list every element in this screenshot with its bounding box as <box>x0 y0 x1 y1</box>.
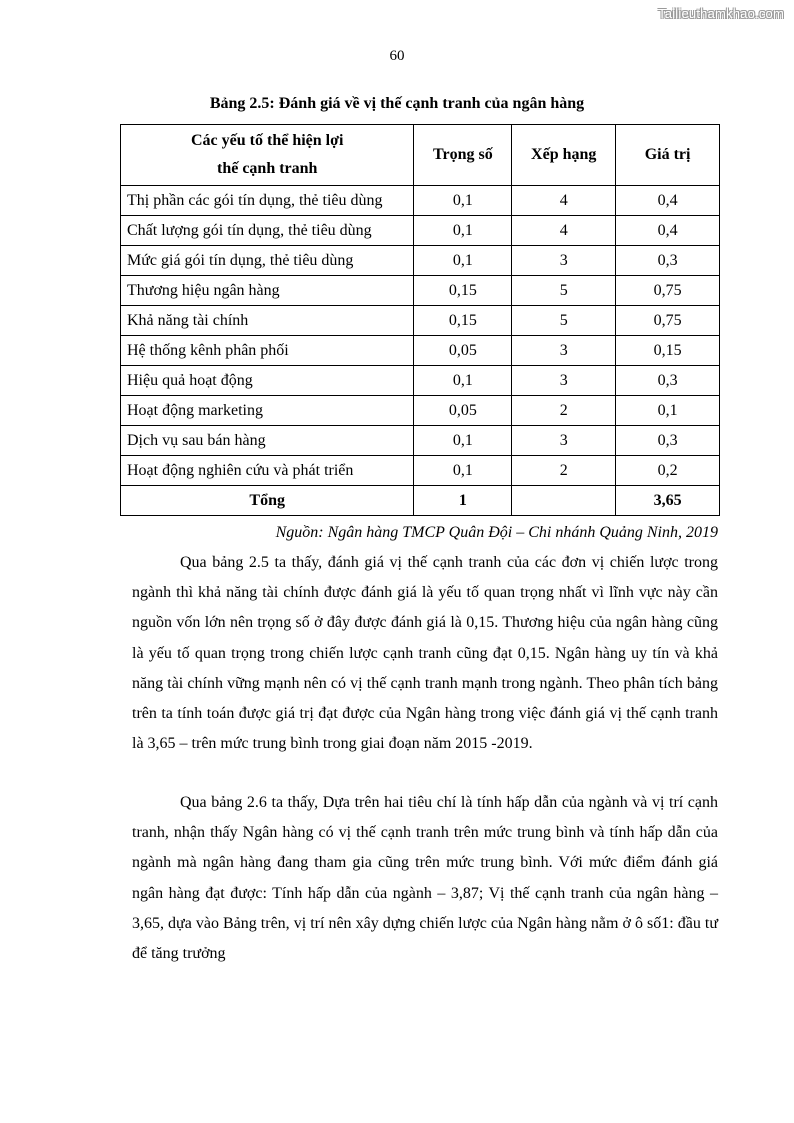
table-title: Bảng 2.5: Đánh giá về vị thế cạnh tranh của ngân hàng <box>209 95 585 112</box>
cell-factor: Mức giá gói tín dụng, thẻ tiêu dùng <box>121 246 414 276</box>
cell-factor: Hoạt động nghiên cứu và phát triển <box>121 456 414 486</box>
header-factor <box>121 125 414 186</box>
cell-weight: 0,1 <box>414 456 512 486</box>
cell-value: 0,4 <box>616 216 720 246</box>
page-number: 60 <box>389 48 405 64</box>
cell-value: 0,1 <box>616 396 720 426</box>
total-value: 3,65 <box>616 486 720 516</box>
cell-factor: Hệ thống kênh phân phối <box>121 336 414 366</box>
table-header-row <box>121 125 720 186</box>
cell-factor: Chất lượng gói tín dụng, thẻ tiêu dùng <box>121 216 414 246</box>
table-row <box>121 396 720 426</box>
cell-factor: Khả năng tài chính <box>121 306 414 336</box>
cell-rank: 2 <box>512 396 616 426</box>
cell-factor: Hoạt động marketing <box>121 396 414 426</box>
cell-weight: 0,05 <box>414 396 512 426</box>
total-weight: 1 <box>414 486 512 516</box>
cell-rank: 3 <box>512 366 616 396</box>
table-source-note: Nguồn: Ngân hàng TMCP Quân Đội – Chi nhánh Quảng Ninh, 2019 <box>275 524 718 541</box>
table-row <box>121 336 720 366</box>
total-label: Tổng <box>121 486 414 516</box>
header-factor-line2: thế cạnh tranh <box>216 160 318 177</box>
cell-rank: 4 <box>512 186 616 216</box>
table-row <box>121 246 720 276</box>
cell-weight: 0,15 <box>414 306 512 336</box>
table-row <box>121 426 720 456</box>
cell-weight: 0,1 <box>414 426 512 456</box>
table-row <box>121 456 720 486</box>
cell-rank: 3 <box>512 426 616 456</box>
cell-rank: 5 <box>512 306 616 336</box>
cell-value: 0,3 <box>616 426 720 456</box>
header-factor-line1: Các yếu tố thể hiện lợi <box>191 132 344 149</box>
cell-factor: Dịch vụ sau bán hàng <box>121 426 414 456</box>
cell-factor: Hiệu quả hoạt động <box>121 366 414 396</box>
table-row <box>121 306 720 336</box>
cell-value: 0,3 <box>616 246 720 276</box>
table-row <box>121 366 720 396</box>
header-value: Giá trị <box>616 125 720 186</box>
cell-rank: 2 <box>512 456 616 486</box>
table-row <box>121 216 720 246</box>
header-weight: Trọng số <box>414 125 512 186</box>
cell-weight: 0,1 <box>414 246 512 276</box>
cell-value: 0,3 <box>616 366 720 396</box>
cell-rank: 5 <box>512 276 616 306</box>
total-rank <box>512 486 616 516</box>
cell-factor: Thị phần các gói tín dụng, thẻ tiêu dùng <box>121 186 414 216</box>
table-row <box>121 186 720 216</box>
cell-weight: 0,1 <box>414 366 512 396</box>
table-total-row <box>121 486 720 516</box>
paragraph-analysis-2-6: Qua bảng 2.6 ta thấy, Dựa trên hai tiêu chí là tính hấp dẫn của ngành và vị trí cạnh tranh, nhận thấy Ngân hàng có vị thế cạnh tranh trên mức trung bình và tính hấp dẫn của ngành mà ngân hàng đang tham gia cũng trên mức trung bình. Với mức điểm đánh giá ngân hàng đạt được: Tính hấp dẫn của ngành – 3,87; Vị thế cạnh tranh của ngân hàng – 3,65, dựa vào Bảng trên, vị trí nên xây dựng chiến lược của Ngân hàng nằm ở ô số1: đầu tư để tăng trưởng <box>132 794 718 963</box>
header-rank: Xếp hạng <box>512 125 616 186</box>
cell-rank: 3 <box>512 246 616 276</box>
cell-factor: Thương hiệu ngân hàng <box>121 276 414 306</box>
table-row <box>121 276 720 306</box>
watermark: Tailieuthamkhao.com <box>658 6 784 21</box>
cell-value: 0,2 <box>616 456 720 486</box>
cell-weight: 0,05 <box>414 336 512 366</box>
paragraph-analysis-2-5: Qua bảng 2.5 ta thấy, đánh giá vị thế cạnh tranh của các đơn vị chiến lược trong ngành thì khả năng tài chính được đánh giá là yếu tố quan trọng nhất vì lĩnh vực này cần nguồn vốn lớn nên trọng số ở đây được đánh giá là 0,15. Thương hiệu của ngân hàng cũng là yếu tố quan trọng trong chiến lược cạnh tranh cũng đạt 0,15. Ngân hàng uy tín và khả năng tài chính vững mạnh nên có vị thế cạnh tranh mạnh trong ngành. Theo phân tích bảng trên ta tính toán được giá trị đạt được của Ngân hàng trong việc đánh giá vị thế cạnh tranh là 3,65 – trên mức trung bình trong giai đoạn năm 2015 -2019. <box>132 554 718 753</box>
cell-value: 0,15 <box>616 336 720 366</box>
cell-weight: 0,1 <box>414 186 512 216</box>
cell-rank: 4 <box>512 216 616 246</box>
cell-rank: 3 <box>512 336 616 366</box>
cell-value: 0,4 <box>616 186 720 216</box>
competitive-position-table <box>120 124 720 516</box>
cell-value: 0,75 <box>616 276 720 306</box>
cell-weight: 0,15 <box>414 276 512 306</box>
cell-value: 0,75 <box>616 306 720 336</box>
cell-weight: 0,1 <box>414 216 512 246</box>
